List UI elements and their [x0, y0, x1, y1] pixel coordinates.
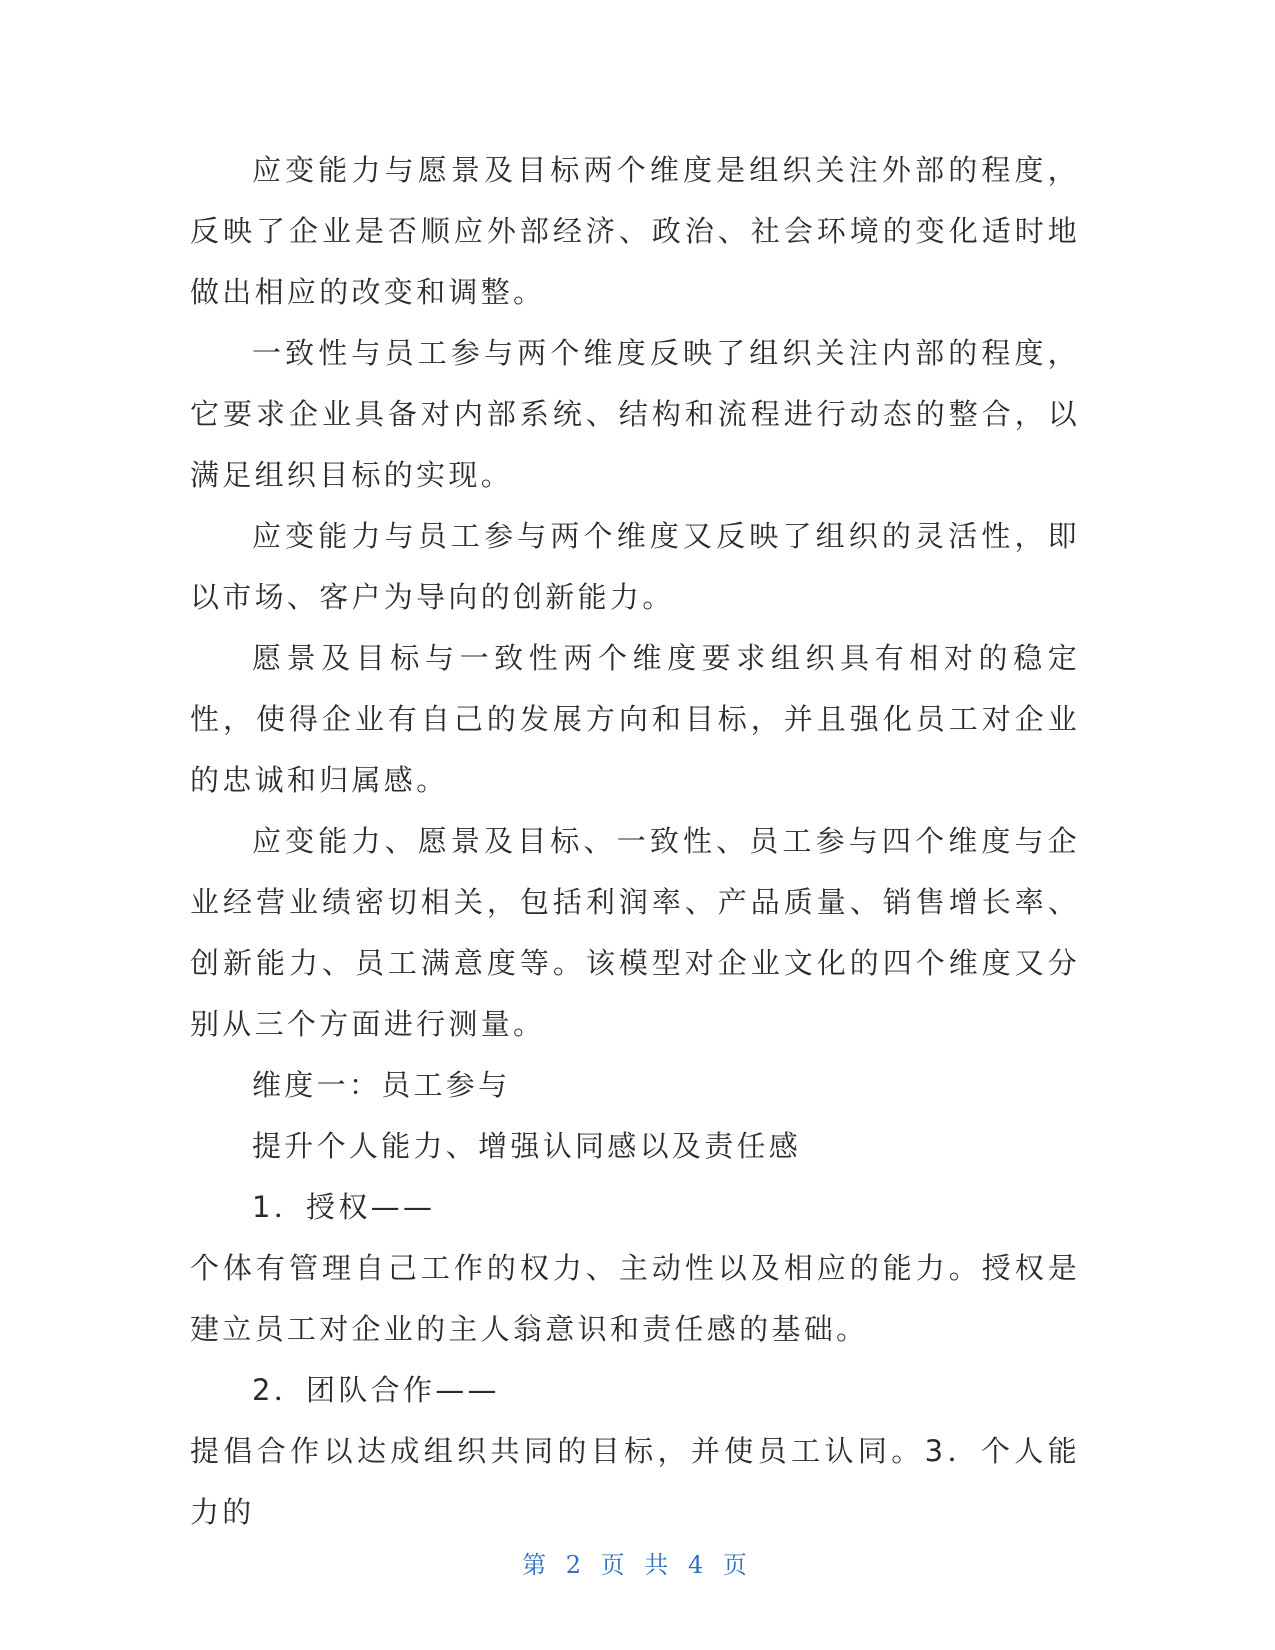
paragraph-stability: 愿景及目标与一致性两个维度要求组织具有相对的稳定性，使得企业有自己的发展方向和目标，并且强化员工对企业的忠诚和归属感。 — [190, 641, 1080, 797]
item-heading-teamwork: 2．团队合作—— — [252, 1373, 500, 1407]
paragraph-flexibility: 应变能力与员工参与两个维度又反映了组织的灵活性，即以市场、客户为导向的创新能力。 — [190, 519, 1080, 614]
paragraph-teamwork: 提倡合作以达成组织共同的目标，并使员工认同。3．个人能力的 — [190, 1434, 1080, 1529]
page-number-footer: 第 2 页 共 4 页 — [522, 1551, 753, 1579]
section-subheading: 提升个人能力、增强认同感以及责任感 — [252, 1129, 802, 1163]
paragraph-performance: 应变能力、愿景及目标、一致性、员工参与四个维度与企业经营业绩密切相关，包括利润率、产品质量、销售增长率、创新能力、员工满意度等。该模型对企业文化的四个维度又分别从三个方面进行测量。 — [190, 824, 1080, 1041]
paragraph-empowerment: 个体有管理自己工作的权力、主动性以及相应的能力。授权是建立员工对企业的主人翁意识和责任感的基础。 — [190, 1251, 1080, 1346]
paragraph-consistency-involvement: 一致性与员工参与两个维度反映了组织关注内部的程度，它要求企业具备对内部系统、结构和流程进行动态的整合，以满足组织目标的实现。 — [190, 336, 1080, 492]
item-heading-empowerment: 1．授权—— — [252, 1190, 436, 1224]
section-heading-dimension-one: 维度一：员工参与 — [252, 1068, 511, 1102]
paragraph-adaptability-vision: 应变能力与愿景及目标两个维度是组织关注外部的程度，反映了企业是否顺应外部经济、政治、社会环境的变化适时地做出相应的改变和调整。 — [190, 153, 1080, 309]
document-body — [190, 140, 1080, 1543]
